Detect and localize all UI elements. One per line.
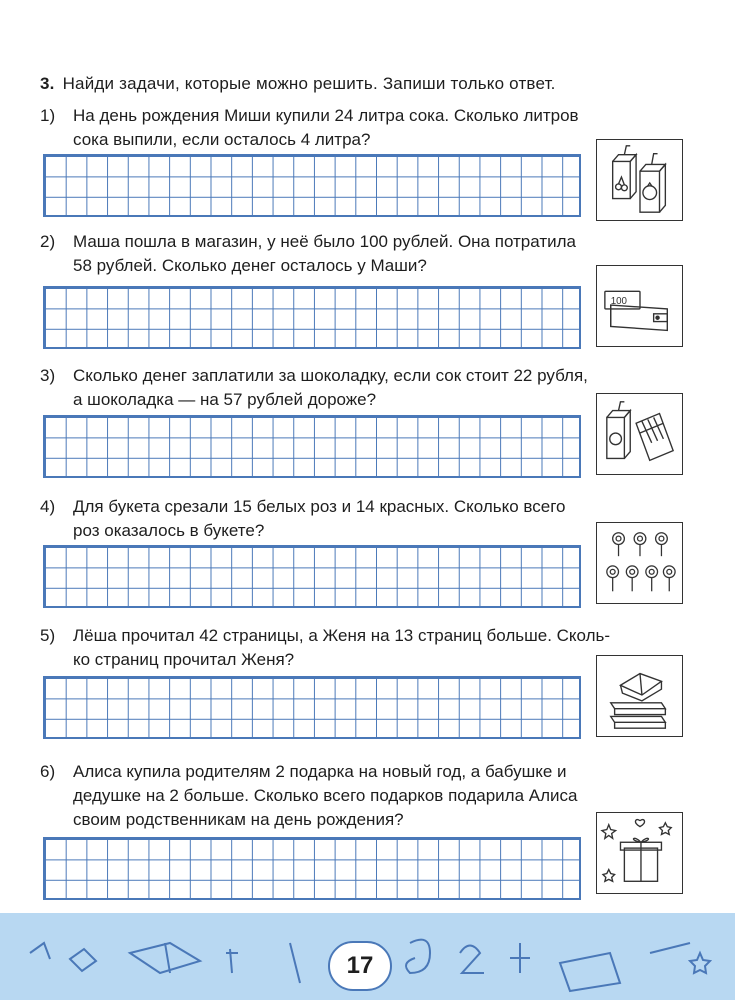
juice-chocolate-picture bbox=[596, 393, 683, 475]
task-3-number: 3) bbox=[40, 366, 56, 385]
task-5-line-2: ко страниц прочитал Женя? bbox=[73, 650, 295, 669]
answer-grid-5[interactable] bbox=[43, 676, 581, 739]
task-2-line-2: 58 рублей. Сколько денег осталось у Маши? bbox=[73, 256, 427, 275]
task-6-text bbox=[40, 760, 690, 832]
task-2-line-1: Маша пошла в магазин, у неё было 100 рублей. Она потратила bbox=[73, 232, 577, 251]
gift-picture bbox=[596, 812, 683, 894]
answer-grid-6[interactable] bbox=[43, 837, 581, 900]
task-4-line-1: Для букета срезали 15 белых роз и 14 красных. Сколько всего bbox=[73, 497, 566, 516]
task-1-line-2: сока выпили, если осталось 4 литра? bbox=[73, 130, 371, 149]
task-4-number: 4) bbox=[40, 497, 56, 516]
gift-icon bbox=[597, 813, 682, 893]
task-6 bbox=[40, 760, 690, 832]
exercise-instruction: Найди задачи, которые можно решить. Запиши только ответ. bbox=[62, 74, 556, 93]
task-3-line-2: а шоколадка — на 57 рублей дороже? bbox=[73, 390, 377, 409]
juice-boxes-picture bbox=[596, 139, 683, 221]
exercise-heading bbox=[40, 74, 556, 94]
task-3-text bbox=[40, 364, 690, 412]
answer-grid-1[interactable] bbox=[43, 154, 581, 217]
books-icon bbox=[597, 656, 682, 736]
task-1-number: 1) bbox=[40, 106, 56, 125]
wallet-picture bbox=[596, 265, 683, 347]
juice-chocolate-icon bbox=[597, 394, 682, 474]
task-4 bbox=[40, 495, 690, 543]
task-5-line-1: Лёша прочитал 42 страницы, а Женя на 13 страниц больше. Сколь- bbox=[73, 626, 611, 645]
answer-grid-4[interactable] bbox=[43, 545, 581, 608]
wallet-banknote-label: 100 bbox=[610, 296, 628, 308]
exercise-number: 3. bbox=[40, 74, 55, 93]
task-3 bbox=[40, 364, 690, 412]
task-2-text bbox=[40, 230, 690, 278]
task-1-text bbox=[40, 104, 690, 152]
task-5-number: 5) bbox=[40, 626, 56, 645]
books-picture bbox=[596, 655, 683, 737]
wallet-icon bbox=[597, 266, 682, 346]
task-6-line-2: дедушке на 2 больше. Сколько всего подарков подарила Алиса bbox=[73, 786, 578, 805]
task-4-text bbox=[40, 495, 690, 543]
roses-picture bbox=[596, 522, 683, 604]
task-5 bbox=[40, 624, 690, 672]
task-4-line-2: роз оказалось в букете? bbox=[73, 521, 265, 540]
task-1 bbox=[40, 104, 690, 152]
task-6-line-1: Алиса купила родителям 2 подарка на новый год, а бабушке и bbox=[73, 762, 567, 781]
task-2-number: 2) bbox=[40, 232, 56, 251]
answer-grid-3[interactable] bbox=[43, 415, 581, 478]
roses-icon bbox=[597, 523, 682, 603]
task-1-line-1: На день рождения Миши купили 24 литра сока. Сколько литров bbox=[73, 106, 579, 125]
answer-grid-2[interactable] bbox=[43, 286, 581, 349]
task-6-line-3: своим родственникам на день рождения? bbox=[73, 810, 404, 829]
task-3-line-1: Сколько денег заплатили за шоколадку, если сок стоит 22 рубля, bbox=[73, 366, 588, 385]
task-5-text bbox=[40, 624, 690, 672]
task-2 bbox=[40, 230, 690, 278]
page-number: 17 bbox=[328, 941, 392, 991]
task-6-number: 6) bbox=[40, 762, 56, 781]
juice-boxes-icon bbox=[597, 140, 682, 220]
